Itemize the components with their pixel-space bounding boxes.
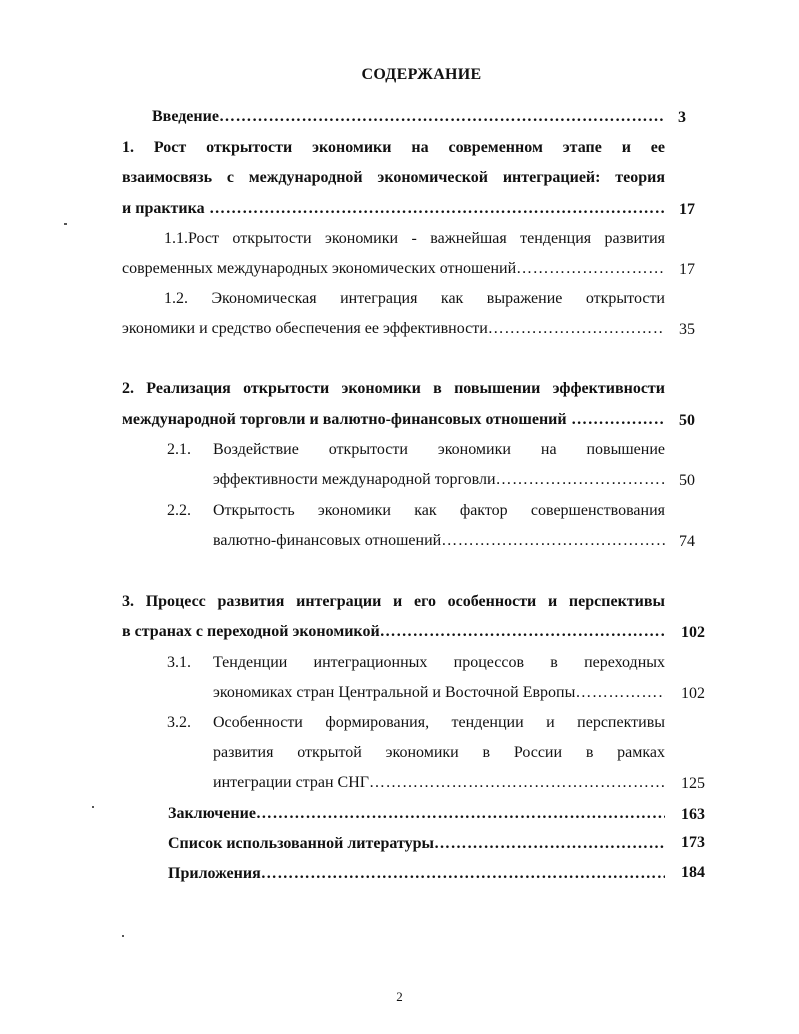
toc-chapter-2-line-2	[122, 410, 665, 430]
toc-page-number: 35	[679, 321, 695, 338]
toc-section-2-1-line-2	[213, 470, 665, 490]
toc-entry-conclusion	[168, 804, 665, 824]
toc-page-number: 173	[681, 834, 705, 851]
toc-entry-label: международной торговли и валютно-финансовых отношений	[122, 411, 567, 428]
toc-entry-label: Приложения	[168, 865, 261, 882]
toc-section-2-2-line-1: Открытость экономики как фактор совершенствования	[213, 502, 665, 519]
toc-page-number: 74	[679, 533, 695, 550]
toc-page-number: 163	[681, 806, 705, 823]
toc-section-1-2-line-1: 1.2. Экономическая интеграция как выражение открытости	[164, 290, 665, 307]
toc-entry-label: экономиках стран Центральной и Восточной Европы	[213, 684, 576, 701]
toc-section-2-1-line-1: Воздействие открытости экономики на повышение	[213, 441, 665, 458]
toc-entry-label: Заключение	[168, 805, 256, 822]
toc-entry-label: эффективности международной торговли	[213, 471, 496, 488]
toc-page-number: 50	[679, 472, 695, 489]
toc-section-number: 2.1.	[167, 441, 191, 458]
toc-chapter-1-line-3	[122, 199, 665, 219]
toc-chapter-1-line-1: 1. Рост открытости экономики на современном этапе и ее	[122, 139, 665, 156]
toc-entry-label: в странах с переходной экономикой	[122, 623, 380, 640]
toc-section-3-1-line-1: Тенденции интеграционных процессов в переходных	[213, 654, 665, 671]
toc-chapter-1-line-2: взаимосвязь с международной экономической интеграцией: теория	[122, 169, 665, 186]
toc-page-number: 102	[681, 685, 705, 702]
toc-entry-label: валютно-финансовых отношений	[213, 532, 442, 549]
toc-section-3-2-line-1: Особенности формирования, тенденции и перспективы	[213, 714, 665, 731]
scan-speck	[122, 935, 124, 937]
scan-speck	[92, 806, 94, 808]
toc-section-2-2-line-2	[213, 531, 665, 551]
toc-entry-label: и практика	[122, 200, 205, 217]
toc-page-number: 17	[679, 261, 695, 278]
toc-chapter-3-line-1: 3. Процесс развития интеграции и его особенности и перспективы	[122, 593, 665, 610]
toc-entry-label: экономики и средство обеспечения ее эффективности	[122, 320, 488, 337]
toc-entry-references	[168, 834, 665, 854]
toc-page-number: 50	[679, 412, 695, 429]
toc-page-number: 17	[679, 201, 695, 218]
toc-page-number: 102	[681, 624, 705, 641]
toc-page-number: 3	[678, 109, 686, 126]
toc-entry-label: интеграции стран СНГ	[213, 774, 369, 791]
toc-entry-intro	[152, 107, 665, 127]
toc-section-1-1-line-2	[122, 259, 665, 279]
toc-entry-appendix	[168, 864, 665, 884]
toc-section-number: 3.2.	[167, 714, 191, 731]
page-number: 2	[396, 989, 403, 1004]
toc-section-3-2-line-2: развития открытой экономики в России в рамках	[213, 744, 665, 761]
toc-section-number: 3.1.	[167, 654, 191, 671]
toc-title: СОДЕРЖАНИЕ	[361, 66, 482, 83]
toc-section-1-2-line-2	[122, 319, 665, 339]
toc-chapter-3-line-2	[122, 622, 665, 642]
toc-entry-label: Введение	[152, 108, 219, 125]
toc-section-3-1-line-2	[213, 683, 665, 703]
toc-page-number: 184	[681, 864, 705, 881]
toc-entry-label: Список использованной литературы	[168, 835, 434, 852]
toc-section-3-2-line-3	[213, 773, 665, 793]
toc-section-1-1-line-1: 1.1.Рост открытости экономики - важнейшая тенденция развития	[164, 230, 665, 247]
toc-chapter-2-line-1: 2. Реализация открытости экономики в повышении эффективности	[122, 380, 665, 397]
scan-speck	[64, 223, 67, 225]
toc-section-number: 2.2.	[167, 502, 191, 519]
toc-page-number: 125	[681, 775, 705, 792]
toc-entry-label: современных международных экономических отношений	[122, 260, 517, 277]
